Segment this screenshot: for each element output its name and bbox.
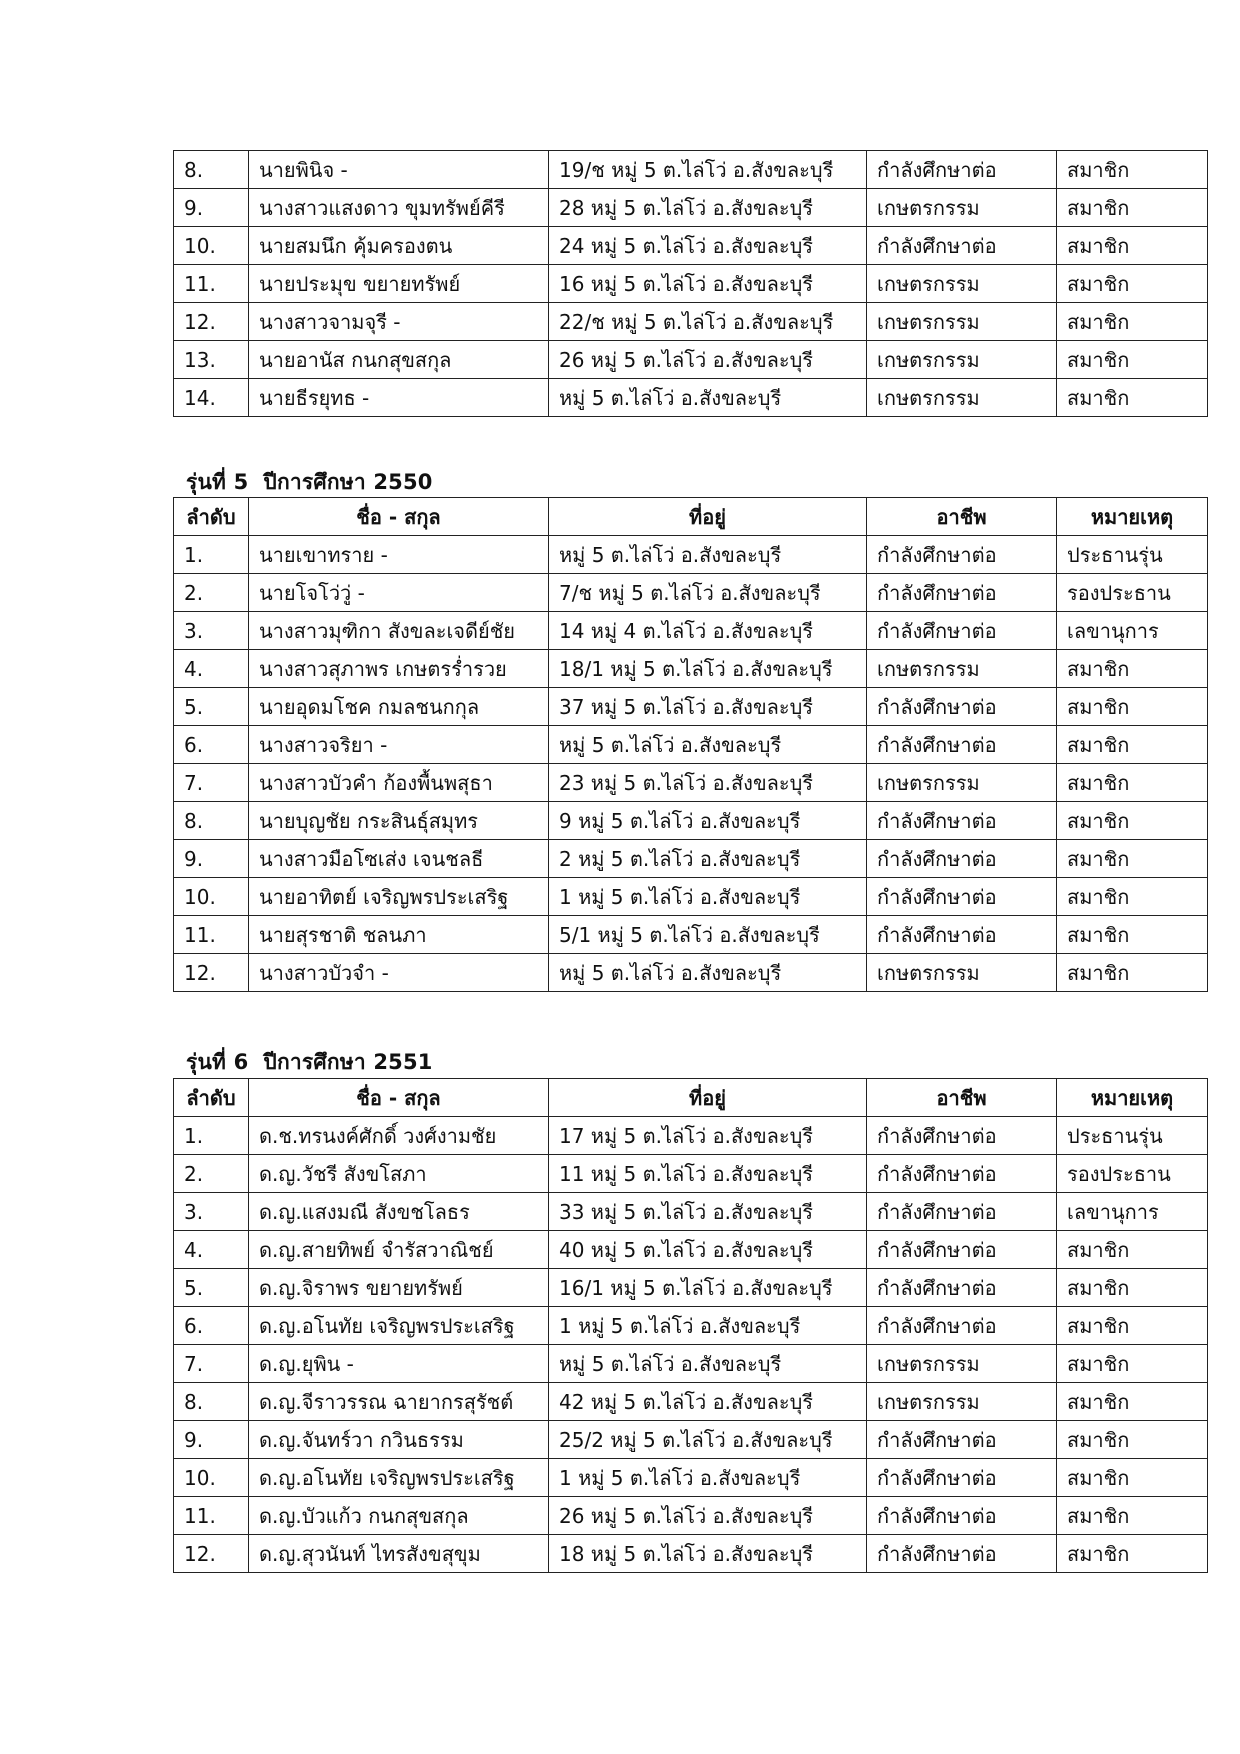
cell-address: หมู่ 5 ต.ไล่โว่ อ.สังขละบุรี <box>549 954 867 992</box>
cell-remark: สมาชิก <box>1057 764 1208 802</box>
table-header <box>174 498 1208 536</box>
cell-name: นางสาวจริยา - <box>249 726 549 764</box>
cell-name: นายประมุข ขยายทรัพย์ <box>249 265 549 303</box>
cell-name: นางสาวแสงดาว ขุมทรัพย์คีรี <box>249 189 549 227</box>
cell-no: 9. <box>174 840 249 878</box>
cell-address: หมู่ 5 ต.ไล่โว่ อ.สังขละบุรี <box>549 536 867 574</box>
cell-address: 17 หมู่ 5 ต.ไล่โว่ อ.สังขละบุรี <box>549 1117 867 1155</box>
cell-occupation: กำลังศึกษาต่อ <box>867 688 1057 726</box>
header-row <box>174 498 1208 536</box>
roster-table-continued <box>173 150 1208 417</box>
table-body <box>174 536 1208 992</box>
cell-remark: สมาชิก <box>1057 688 1208 726</box>
cell-name: นางสาวบัวจำ - <box>249 954 549 992</box>
cell-remark: สมาชิก <box>1057 954 1208 992</box>
cell-address: 28 หมู่ 5 ต.ไล่โว่ อ.สังขละบุรี <box>549 189 867 227</box>
section-title-gen6: รุ่นที่ 6 ปีการศึกษา 2551 <box>186 1050 433 1074</box>
cell-no: 8. <box>174 802 249 840</box>
cell-name: นางสาวจามจุรี - <box>249 303 549 341</box>
cell-address: 1 หมู่ 5 ต.ไล่โว่ อ.สังขละบุรี <box>549 878 867 916</box>
cell-name: ด.ญ.แสงมณี สังขชโลธร <box>249 1193 549 1231</box>
table-row <box>174 1421 1208 1459</box>
table-row <box>174 1535 1208 1573</box>
cell-occupation: เกษตรกรรม <box>867 764 1057 802</box>
cell-address: 18/1 หมู่ 5 ต.ไล่โว่ อ.สังขละบุรี <box>549 650 867 688</box>
cell-address: 16/1 หมู่ 5 ต.ไล่โว่ อ.สังขละบุรี <box>549 1269 867 1307</box>
cell-occupation: กำลังศึกษาต่อ <box>867 726 1057 764</box>
cell-occupation: กำลังศึกษาต่อ <box>867 1155 1057 1193</box>
table-row <box>174 726 1208 764</box>
cell-occupation: กำลังศึกษาต่อ <box>867 802 1057 840</box>
table-row <box>174 1117 1208 1155</box>
cell-no: 8. <box>174 151 249 189</box>
cell-no: 4. <box>174 650 249 688</box>
cell-no: 11. <box>174 265 249 303</box>
cell-no: 11. <box>174 1497 249 1535</box>
cell-address: 1 หมู่ 5 ต.ไล่โว่ อ.สังขละบุรี <box>549 1307 867 1345</box>
cell-address: 22/ช หมู่ 5 ต.ไล่โว่ อ.สังขละบุรี <box>549 303 867 341</box>
cell-no: 12. <box>174 954 249 992</box>
cell-occupation: เกษตรกรรม <box>867 303 1057 341</box>
cell-remark: สมาชิก <box>1057 650 1208 688</box>
table-row <box>174 151 1208 189</box>
cell-no: 2. <box>174 1155 249 1193</box>
cell-remark: สมาชิก <box>1057 303 1208 341</box>
cell-remark: สมาชิก <box>1057 1459 1208 1497</box>
cell-name: นายอุดมโชค กมลชนกกุล <box>249 688 549 726</box>
cell-occupation: กำลังศึกษาต่อ <box>867 1535 1057 1573</box>
cell-remark: สมาชิก <box>1057 1269 1208 1307</box>
cell-remark: สมาชิก <box>1057 1345 1208 1383</box>
cell-occupation: เกษตรกรรม <box>867 1345 1057 1383</box>
table-row <box>174 379 1208 417</box>
cell-no: 8. <box>174 1383 249 1421</box>
table-row <box>174 1307 1208 1345</box>
cell-remark: สมาชิก <box>1057 1307 1208 1345</box>
cell-occupation: เกษตรกรรม <box>867 265 1057 303</box>
cell-no: 9. <box>174 1421 249 1459</box>
table-row <box>174 341 1208 379</box>
roster-table-gen5 <box>173 497 1208 992</box>
cell-address: หมู่ 5 ต.ไล่โว่ อ.สังขละบุรี <box>549 1345 867 1383</box>
cell-no: 1. <box>174 1117 249 1155</box>
cell-remark: รองประธาน <box>1057 1155 1208 1193</box>
cell-occupation: เกษตรกรรม <box>867 1383 1057 1421</box>
table-header <box>174 1079 1208 1117</box>
cell-no: 1. <box>174 536 249 574</box>
cell-address: 26 หมู่ 5 ต.ไล่โว่ อ.สังขละบุรี <box>549 1497 867 1535</box>
section-title-gen5: รุ่นที่ 5 ปีการศึกษา 2550 <box>186 470 433 494</box>
cell-name: นายธีรยุทธ - <box>249 379 549 417</box>
cell-address: 24 หมู่ 5 ต.ไล่โว่ อ.สังขละบุรี <box>549 227 867 265</box>
cell-address: 16 หมู่ 5 ต.ไล่โว่ อ.สังขละบุรี <box>549 265 867 303</box>
cell-no: 13. <box>174 341 249 379</box>
cell-name: ด.ญ.สายทิพย์ จำรัสวาณิชย์ <box>249 1231 549 1269</box>
header-occupation: อาชีพ <box>867 1079 1057 1117</box>
cell-name: นายบุญชัย กระสินธุ์สมุทร <box>249 802 549 840</box>
cell-remark: สมาชิก <box>1057 840 1208 878</box>
cell-no: 9. <box>174 189 249 227</box>
cell-occupation: เกษตรกรรม <box>867 341 1057 379</box>
cell-remark: สมาชิก <box>1057 189 1208 227</box>
cell-remark: สมาชิก <box>1057 1421 1208 1459</box>
cell-no: 4. <box>174 1231 249 1269</box>
cell-occupation: กำลังศึกษาต่อ <box>867 878 1057 916</box>
cell-address: 19/ช หมู่ 5 ต.ไล่โว่ อ.สังขละบุรี <box>549 151 867 189</box>
table-row <box>174 265 1208 303</box>
table-row <box>174 1193 1208 1231</box>
cell-remark: รองประธาน <box>1057 574 1208 612</box>
cell-name: นายพินิจ - <box>249 151 549 189</box>
cell-occupation: กำลังศึกษาต่อ <box>867 840 1057 878</box>
cell-no: 5. <box>174 688 249 726</box>
header-name: ชื่อ - สกุล <box>249 1079 549 1117</box>
cell-remark: สมาชิก <box>1057 916 1208 954</box>
cell-name: ด.ญ.จันทร์วา กวินธรรม <box>249 1421 549 1459</box>
cell-name: นางสาวสุภาพร เกษตรร่ำรวย <box>249 650 549 688</box>
cell-name: นายเขาทราย - <box>249 536 549 574</box>
cell-address: 2 หมู่ 5 ต.ไล่โว่ อ.สังขละบุรี <box>549 840 867 878</box>
cell-remark: เลขานุการ <box>1057 1193 1208 1231</box>
cell-name: นางสาวบัวคำ ก้องพื้นพสุธา <box>249 764 549 802</box>
header-occupation: อาชีพ <box>867 498 1057 536</box>
table-row <box>174 1269 1208 1307</box>
cell-occupation: กำลังศึกษาต่อ <box>867 1307 1057 1345</box>
cell-name: ด.ญ.สุวนันท์ ไทรสังขสุขุม <box>249 1535 549 1573</box>
cell-no: 12. <box>174 1535 249 1573</box>
cell-address: หมู่ 5 ต.ไล่โว่ อ.สังขละบุรี <box>549 726 867 764</box>
cell-no: 10. <box>174 878 249 916</box>
table-row <box>174 1497 1208 1535</box>
header-no: ลำดับ <box>174 1079 249 1117</box>
table-row <box>174 764 1208 802</box>
cell-occupation: กำลังศึกษาต่อ <box>867 574 1057 612</box>
header-remark: หมายเหตุ <box>1057 498 1208 536</box>
cell-occupation: เกษตรกรรม <box>867 379 1057 417</box>
header-remark: หมายเหตุ <box>1057 1079 1208 1117</box>
table-row <box>174 1231 1208 1269</box>
cell-remark: สมาชิก <box>1057 1497 1208 1535</box>
cell-no: 2. <box>174 574 249 612</box>
cell-remark: สมาชิก <box>1057 1535 1208 1573</box>
cell-no: 10. <box>174 227 249 265</box>
cell-occupation: เกษตรกรรม <box>867 650 1057 688</box>
header-name: ชื่อ - สกุล <box>249 498 549 536</box>
cell-no: 10. <box>174 1459 249 1497</box>
cell-name: นางสาวมุฑิกา สังขละเจดีย์ชัย <box>249 612 549 650</box>
cell-address: 5/1 หมู่ 5 ต.ไล่โว่ อ.สังขละบุรี <box>549 916 867 954</box>
cell-remark: สมาชิก <box>1057 878 1208 916</box>
table-row <box>174 840 1208 878</box>
cell-name: นายอาทิตย์ เจริญพรประเสริฐ <box>249 878 549 916</box>
cell-occupation: กำลังศึกษาต่อ <box>867 1193 1057 1231</box>
cell-name: นายสุรชาติ ชลนภา <box>249 916 549 954</box>
cell-name: ด.ญ.บัวแก้ว กนกสุขสกุล <box>249 1497 549 1535</box>
cell-occupation: เกษตรกรรม <box>867 189 1057 227</box>
cell-remark: สมาชิก <box>1057 265 1208 303</box>
cell-remark: สมาชิก <box>1057 1231 1208 1269</box>
cell-address: 14 หมู่ 4 ต.ไล่โว่ อ.สังขละบุรี <box>549 612 867 650</box>
cell-name: ด.ช.ทรนงค์ศักดิ์ วงศ์งามชัย <box>249 1117 549 1155</box>
cell-address: 11 หมู่ 5 ต.ไล่โว่ อ.สังขละบุรี <box>549 1155 867 1193</box>
cell-remark: สมาชิก <box>1057 379 1208 417</box>
table-row <box>174 1459 1208 1497</box>
table-row <box>174 650 1208 688</box>
cell-address: 7/ช หมู่ 5 ต.ไล่โว่ อ.สังขละบุรี <box>549 574 867 612</box>
cell-name: นายโจโว่วู่ - <box>249 574 549 612</box>
cell-occupation: กำลังศึกษาต่อ <box>867 1117 1057 1155</box>
cell-address: 42 หมู่ 5 ต.ไล่โว่ อ.สังขละบุรี <box>549 1383 867 1421</box>
cell-name: นางสาวมือโซเส่ง เจนชลธี <box>249 840 549 878</box>
cell-occupation: กำลังศึกษาต่อ <box>867 227 1057 265</box>
cell-remark: สมาชิก <box>1057 1383 1208 1421</box>
cell-no: 3. <box>174 1193 249 1231</box>
cell-occupation: กำลังศึกษาต่อ <box>867 536 1057 574</box>
cell-occupation: กำลังศึกษาต่อ <box>867 916 1057 954</box>
cell-name: ด.ญ.จิราพร ขยายทรัพย์ <box>249 1269 549 1307</box>
cell-occupation: กำลังศึกษาต่อ <box>867 1459 1057 1497</box>
header-no: ลำดับ <box>174 498 249 536</box>
cell-no: 7. <box>174 764 249 802</box>
cell-no: 12. <box>174 303 249 341</box>
table-row <box>174 916 1208 954</box>
roster-table-gen6 <box>173 1078 1208 1573</box>
table-row <box>174 227 1208 265</box>
cell-remark: สมาชิก <box>1057 227 1208 265</box>
table-body <box>174 151 1208 417</box>
cell-remark: เลขานุการ <box>1057 612 1208 650</box>
header-address: ที่อยู่ <box>549 1079 867 1117</box>
table-row <box>174 303 1208 341</box>
cell-name: ด.ญ.จีราวรรณ ฉายากรสุรัชต์ <box>249 1383 549 1421</box>
cell-occupation: กำลังศึกษาต่อ <box>867 612 1057 650</box>
cell-occupation: กำลังศึกษาต่อ <box>867 1231 1057 1269</box>
cell-occupation: กำลังศึกษาต่อ <box>867 1269 1057 1307</box>
cell-occupation: กำลังศึกษาต่อ <box>867 1497 1057 1535</box>
cell-name: นายสมนึก คุ้มครองตน <box>249 227 549 265</box>
cell-name: ด.ญ.ยุพิน - <box>249 1345 549 1383</box>
cell-no: 3. <box>174 612 249 650</box>
cell-no: 5. <box>174 1269 249 1307</box>
cell-address: 9 หมู่ 5 ต.ไล่โว่ อ.สังขละบุรี <box>549 802 867 840</box>
cell-remark: ประธานรุ่น <box>1057 1117 1208 1155</box>
table-row <box>174 1345 1208 1383</box>
cell-remark: สมาชิก <box>1057 341 1208 379</box>
cell-no: 6. <box>174 1307 249 1345</box>
cell-no: 7. <box>174 1345 249 1383</box>
cell-occupation: กำลังศึกษาต่อ <box>867 151 1057 189</box>
cell-no: 14. <box>174 379 249 417</box>
cell-remark: สมาชิก <box>1057 151 1208 189</box>
table-row <box>174 954 1208 992</box>
cell-address: 25/2 หมู่ 5 ต.ไล่โว่ อ.สังขละบุรี <box>549 1421 867 1459</box>
table-row <box>174 536 1208 574</box>
cell-remark: สมาชิก <box>1057 802 1208 840</box>
cell-no: 6. <box>174 726 249 764</box>
cell-address: หมู่ 5 ต.ไล่โว่ อ.สังขละบุรี <box>549 379 867 417</box>
cell-remark: ประธานรุ่น <box>1057 536 1208 574</box>
header-row <box>174 1079 1208 1117</box>
cell-name: นายอานัส กนกสุขสกุล <box>249 341 549 379</box>
cell-occupation: เกษตรกรรม <box>867 954 1057 992</box>
cell-address: 37 หมู่ 5 ต.ไล่โว่ อ.สังขละบุรี <box>549 688 867 726</box>
table-row <box>174 1383 1208 1421</box>
cell-address: 18 หมู่ 5 ต.ไล่โว่ อ.สังขละบุรี <box>549 1535 867 1573</box>
table-row <box>174 612 1208 650</box>
cell-address: 40 หมู่ 5 ต.ไล่โว่ อ.สังขละบุรี <box>549 1231 867 1269</box>
cell-no: 11. <box>174 916 249 954</box>
table-row <box>174 574 1208 612</box>
cell-remark: สมาชิก <box>1057 726 1208 764</box>
cell-address: 23 หมู่ 5 ต.ไล่โว่ อ.สังขละบุรี <box>549 764 867 802</box>
cell-address: 33 หมู่ 5 ต.ไล่โว่ อ.สังขละบุรี <box>549 1193 867 1231</box>
cell-occupation: กำลังศึกษาต่อ <box>867 1421 1057 1459</box>
header-address: ที่อยู่ <box>549 498 867 536</box>
table-row <box>174 878 1208 916</box>
cell-address: 26 หมู่ 5 ต.ไล่โว่ อ.สังขละบุรี <box>549 341 867 379</box>
table-row <box>174 802 1208 840</box>
cell-name: ด.ญ.วัชรี สังขโสภา <box>249 1155 549 1193</box>
table-row <box>174 688 1208 726</box>
cell-name: ด.ญ.อโนทัย เจริญพรประเสริฐ <box>249 1307 549 1345</box>
cell-address: 1 หมู่ 5 ต.ไล่โว่ อ.สังขละบุรี <box>549 1459 867 1497</box>
table-row <box>174 189 1208 227</box>
table-body <box>174 1117 1208 1573</box>
table-row <box>174 1155 1208 1193</box>
cell-name: ด.ญ.อโนทัย เจริญพรประเสริฐ <box>249 1459 549 1497</box>
